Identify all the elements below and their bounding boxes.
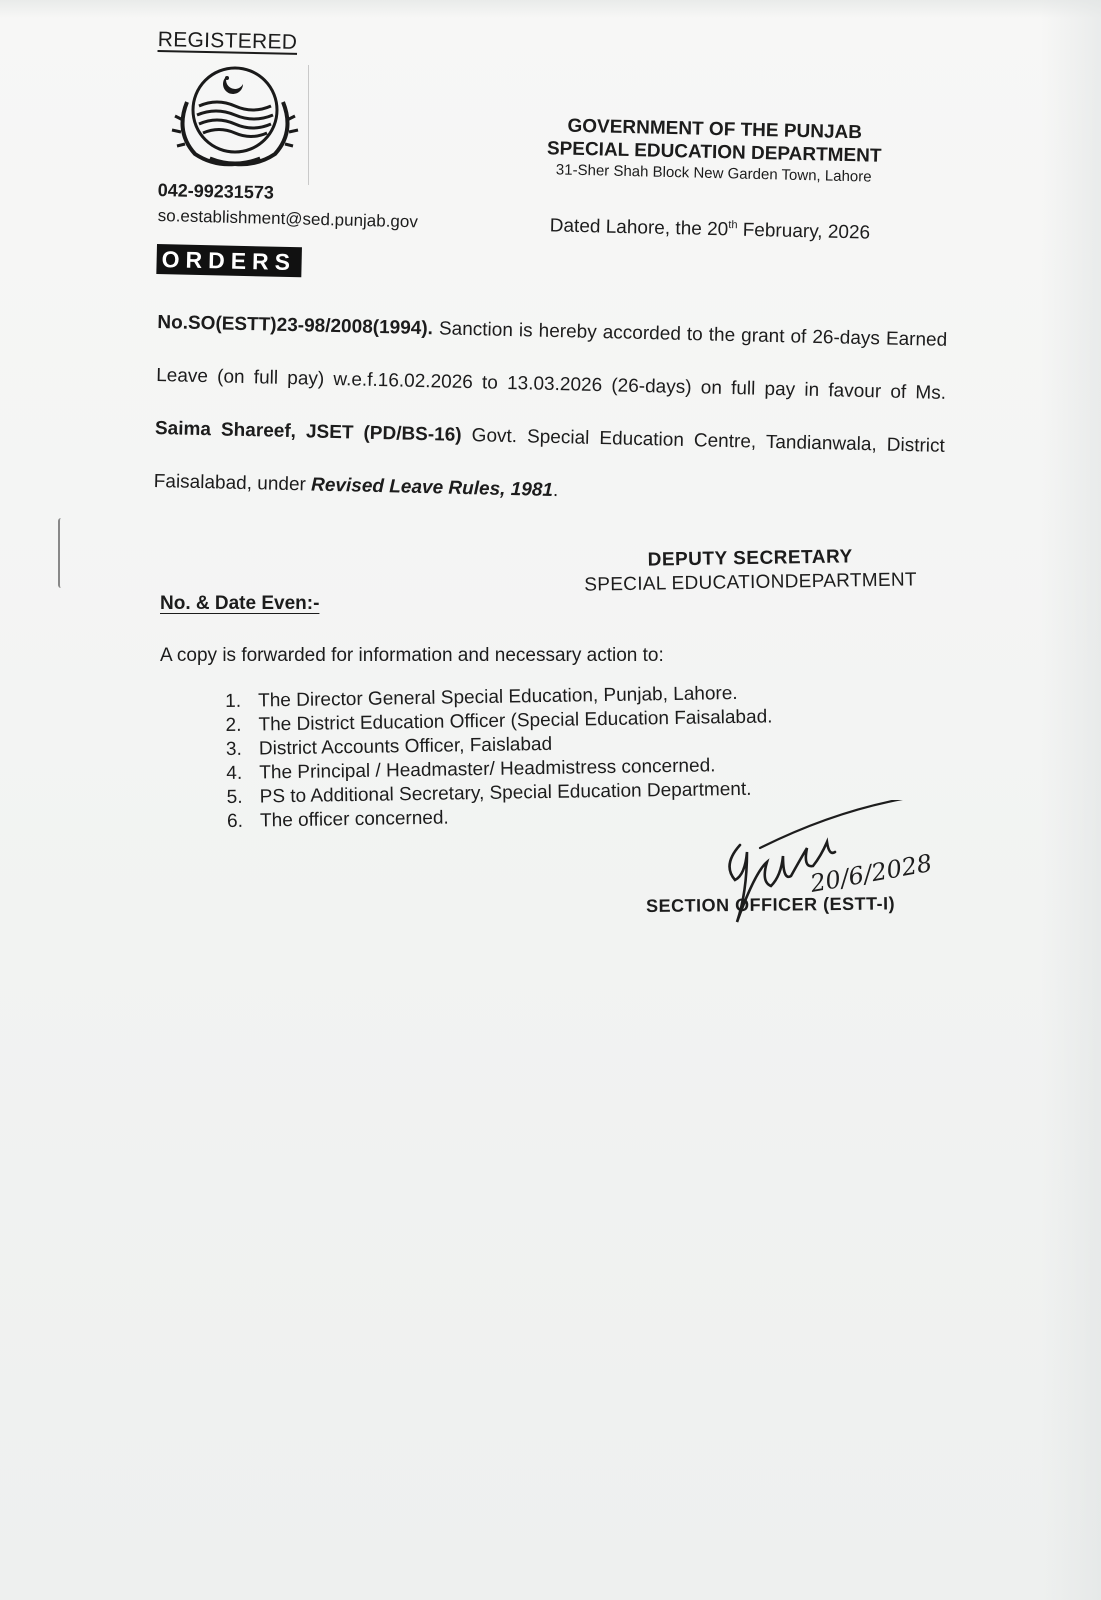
letterhead-divider bbox=[308, 65, 309, 185]
email-address: so.establishment@sed.punjab.gov bbox=[157, 206, 419, 232]
list-number: 5. bbox=[226, 786, 243, 808]
section-officer-title: SECTION OFFICER (ESTT-I) bbox=[646, 893, 896, 916]
signature-date: 20/6/2028 bbox=[808, 848, 935, 898]
list-text: The District Education Officer (Special Education Faisalabad. bbox=[258, 706, 773, 736]
orders-label: ORDERS bbox=[156, 244, 302, 277]
list-number: 2. bbox=[225, 714, 242, 736]
list-number: 1. bbox=[225, 690, 242, 712]
dated-suffix: February, 2026 bbox=[737, 219, 871, 244]
page-edge-shadow bbox=[1041, 0, 1101, 1600]
dated-ordinal: th bbox=[728, 219, 738, 232]
list-text: The Principal / Headmaster/ Headmistress concerned. bbox=[259, 755, 716, 784]
punjab-emblem-icon bbox=[165, 62, 305, 170]
phone-number: 042-99231573 bbox=[157, 180, 275, 203]
employee-name: Saima Shareef, JSET (PD/BS-16) bbox=[154, 417, 462, 446]
registered-label: REGISTERED bbox=[157, 28, 298, 54]
page-top-shadow bbox=[0, 0, 1101, 18]
deputy-secretary-block bbox=[565, 544, 936, 598]
list-text: The Director General Special Education, Punjab, Lahore. bbox=[258, 682, 738, 712]
department-title: SPECIAL EDUCATION DEPARTMENT bbox=[546, 138, 882, 167]
order-text-1: Sanction is hereby accorded to the grant of 26-days Earned Leave (on full pay) w.e.f.16.02.2026 to 13.03.2026 (26-days) on full pay in favour of Ms. bbox=[155, 318, 948, 404]
recipient-list bbox=[225, 681, 774, 834]
government-title: GOVERNMENT OF THE PUNJAB bbox=[567, 115, 863, 144]
department-address: 31-Sher Shah Block New Garden Town, Lahore bbox=[555, 161, 872, 186]
list-number: 4. bbox=[226, 762, 243, 784]
leave-rules: Revised Leave Rules, 1981 bbox=[310, 474, 554, 502]
order-text-3: . bbox=[552, 480, 559, 502]
dated-line bbox=[549, 215, 870, 245]
no-date-even-heading: No. & Date Even:- bbox=[160, 593, 320, 614]
list-text: District Accounts Officer, Faislabad bbox=[258, 733, 553, 760]
list-number: 6. bbox=[226, 810, 244, 832]
deputy-secretary-title: DEPUTY SECRETARY bbox=[647, 546, 853, 571]
margin-mark bbox=[58, 518, 66, 588]
handwritten-signature bbox=[700, 800, 990, 940]
department-header bbox=[519, 114, 910, 189]
list-number: 3. bbox=[225, 738, 242, 760]
deputy-secretary-department: SPECIAL EDUCATIONDEPARTMENT bbox=[584, 569, 917, 596]
order-paragraph bbox=[153, 296, 948, 526]
order-number: No.SO(ESTT)23-98/2008(1994). bbox=[157, 311, 434, 340]
copy-forwarded-intro: A copy is forwarded for information and necessary action to: bbox=[160, 645, 664, 666]
order-text-2: Govt. Special Education Centre, Tandianwala, District Faisalabad, under bbox=[153, 424, 946, 496]
list-text: PS to Additional Secretary, Special Education Department. bbox=[259, 778, 752, 808]
dated-prefix: Dated Lahore, the 20 bbox=[549, 215, 729, 241]
list-text: The officer concerned. bbox=[259, 807, 449, 832]
